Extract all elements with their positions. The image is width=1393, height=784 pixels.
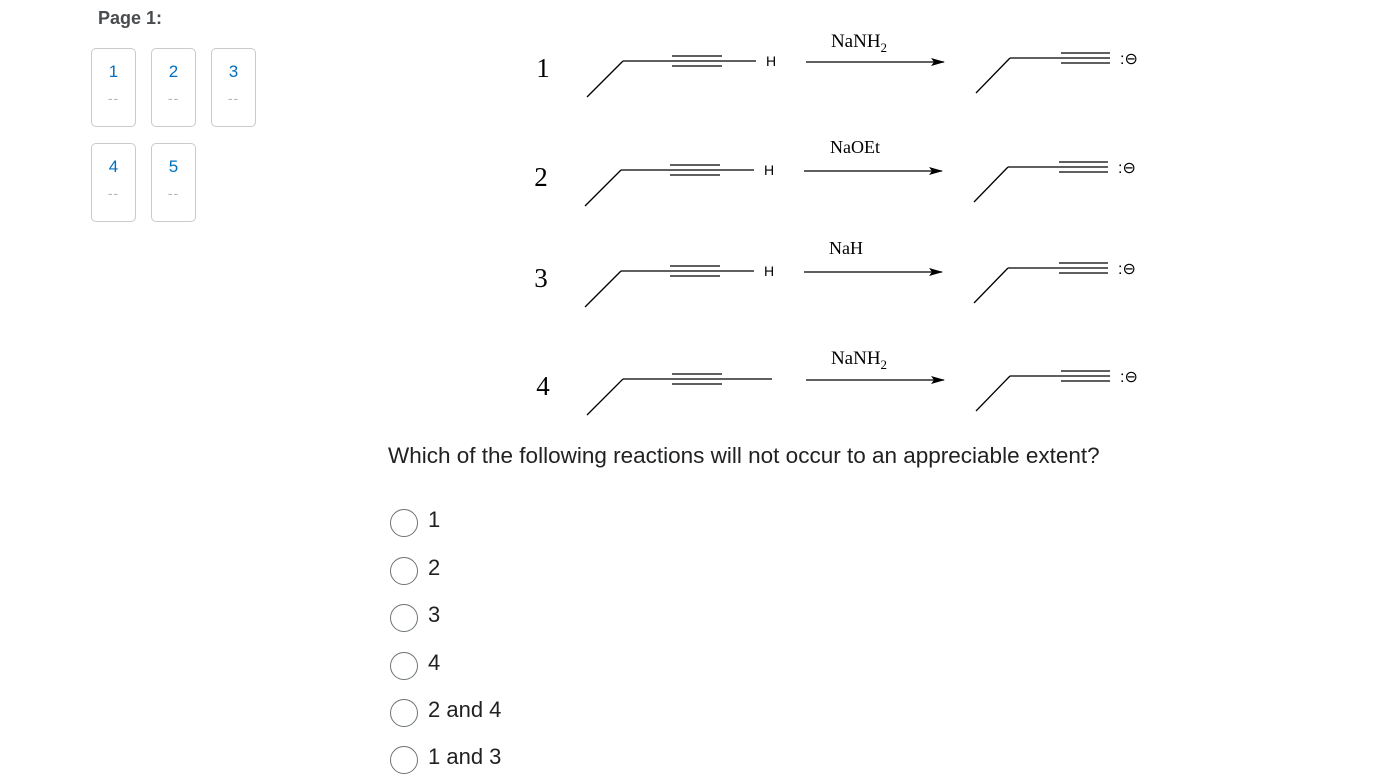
terminal-hydrogen-label: H <box>764 162 775 178</box>
answer-option-label: 3 <box>428 602 441 627</box>
question-nav-status: -- <box>107 185 120 201</box>
radio-button[interactable] <box>390 652 418 680</box>
answer-option-label: 2 and 4 <box>428 697 502 722</box>
reagent-label: NaNH$_2$ <box>830 31 888 55</box>
question-nav-status: -- <box>107 90 120 106</box>
answer-option[interactable] <box>390 740 590 780</box>
reaction-number: 1 <box>536 53 550 83</box>
carbanion-charge-label: :⊖ <box>1120 51 1138 68</box>
carbanion-charge-label: :⊖ <box>1118 261 1136 278</box>
answer-option[interactable] <box>390 503 590 543</box>
terminal-hydrogen-label: H <box>764 263 775 279</box>
question-nav-number: 2 <box>168 62 179 81</box>
radio-button[interactable] <box>390 746 418 774</box>
reactant-alkyne <box>585 165 754 206</box>
product-acetylide <box>974 162 1108 202</box>
product-acetylide <box>974 263 1108 303</box>
reaction-4 <box>536 348 1138 415</box>
reactant-alkyne <box>587 374 772 415</box>
question-nav-4[interactable] <box>91 143 136 222</box>
page-label: Page 1: <box>98 8 163 28</box>
question-nav-status: -- <box>167 90 180 106</box>
answer-option-label: 2 <box>428 555 441 580</box>
question-prompt: Which of the following reactions will not occur to an appreciable extent? <box>388 443 1100 468</box>
product-acetylide <box>976 371 1110 411</box>
radio-button[interactable] <box>390 604 418 632</box>
answer-option[interactable] <box>390 646 590 686</box>
question-nav-2[interactable] <box>151 48 196 127</box>
answer-option-label: 1 <box>428 507 441 532</box>
reaction-3 <box>534 238 1136 307</box>
reaction-number: 3 <box>534 263 548 293</box>
reagent-label: NaOEt <box>830 137 880 157</box>
radio-button[interactable] <box>390 557 418 585</box>
reactant-alkyne <box>587 56 756 97</box>
reaction-scheme-image <box>520 25 1160 425</box>
carbanion-charge-label: :⊖ <box>1120 369 1138 386</box>
answer-option[interactable] <box>390 693 590 733</box>
answer-option[interactable] <box>390 598 590 638</box>
carbanion-charge-label: :⊖ <box>1118 160 1136 177</box>
reaction-number: 2 <box>534 162 548 192</box>
question-nav-5[interactable] <box>151 143 196 222</box>
question-nav-1[interactable] <box>91 48 136 127</box>
question-nav-number: 1 <box>108 62 119 81</box>
product-acetylide <box>976 53 1110 93</box>
reagent-label: NaNH$_2$ <box>830 348 888 372</box>
question-nav-number: 4 <box>108 157 119 176</box>
radio-button[interactable] <box>390 509 418 537</box>
question-nav-3[interactable] <box>211 48 256 127</box>
reaction-1 <box>536 31 1138 97</box>
question-nav-status: -- <box>167 185 180 201</box>
terminal-hydrogen-label: H <box>766 53 777 69</box>
reagent-label: NaH <box>829 238 863 258</box>
answer-option-label: 4 <box>428 650 441 675</box>
radio-button[interactable] <box>390 699 418 727</box>
question-nav-number: 3 <box>228 62 239 81</box>
answer-option[interactable] <box>390 551 590 591</box>
question-nav-status: -- <box>227 90 240 106</box>
reaction-number: 4 <box>536 371 550 401</box>
reaction-2 <box>534 137 1136 206</box>
question-nav-number: 5 <box>168 157 179 176</box>
reactant-alkyne <box>585 266 754 307</box>
answer-option-label: 1 and 3 <box>428 744 502 769</box>
